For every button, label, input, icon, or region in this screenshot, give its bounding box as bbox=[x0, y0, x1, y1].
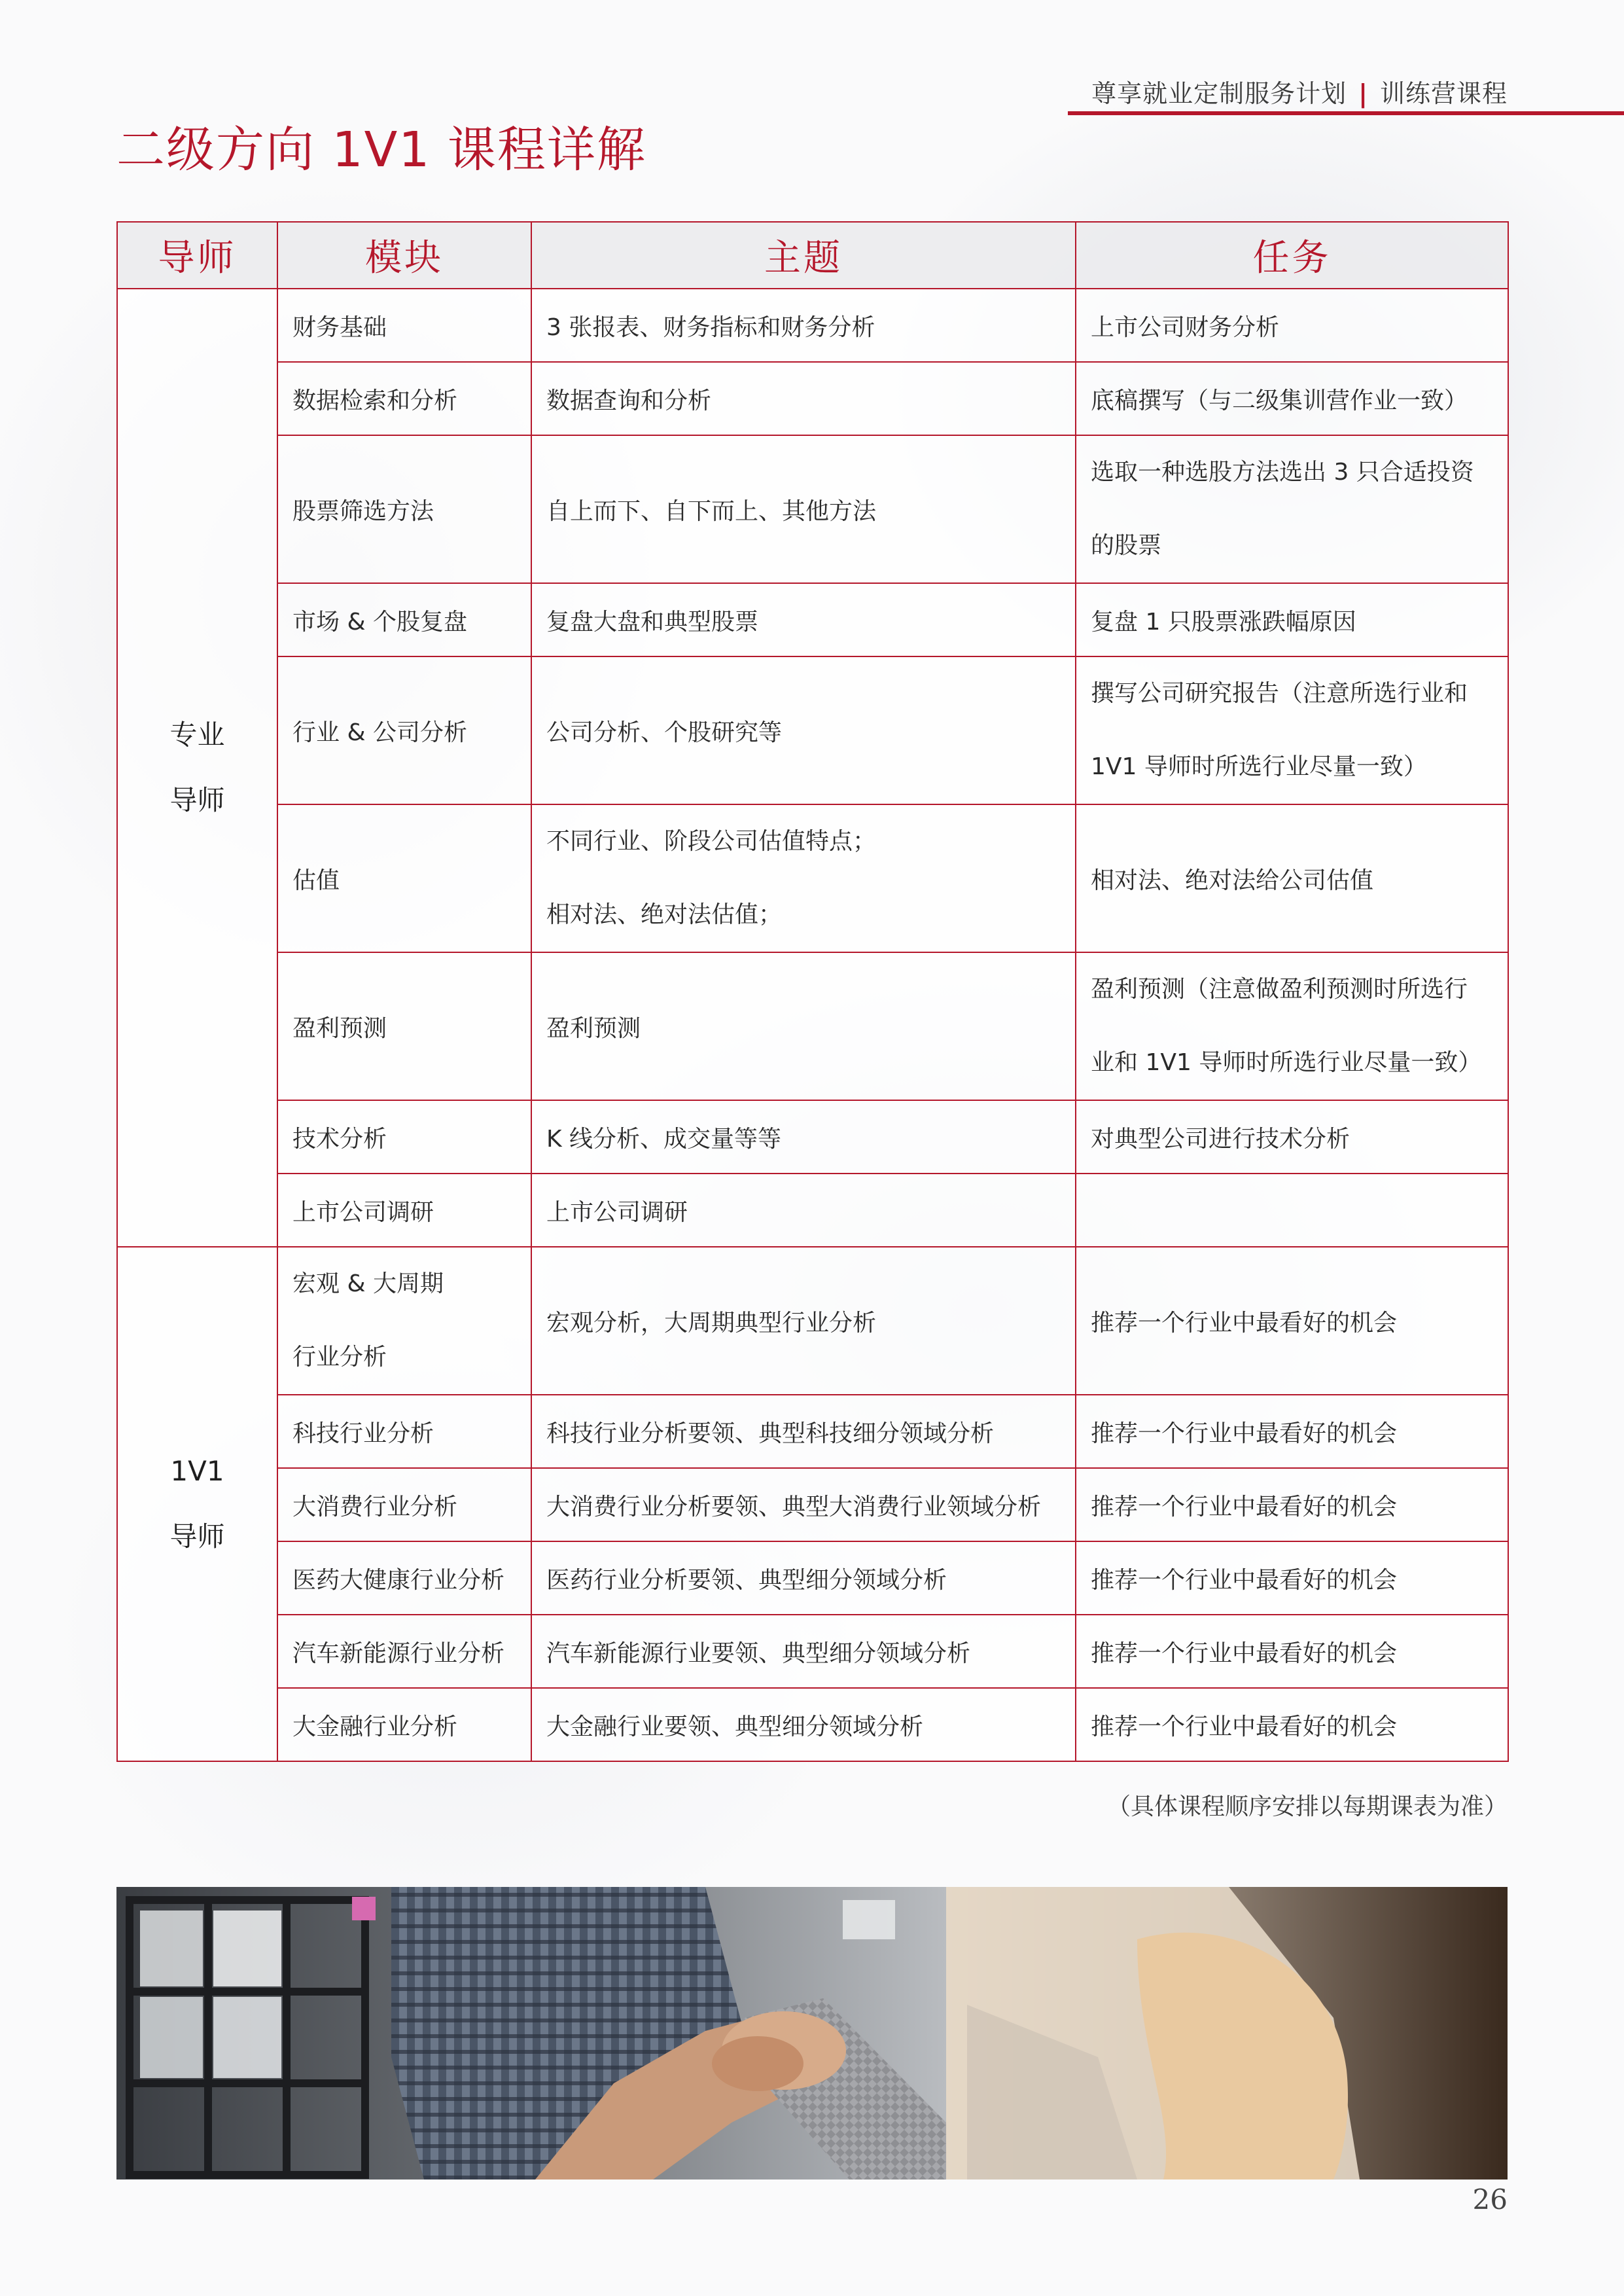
topic-text: 医药行业分析要领、典型细分领域分析 bbox=[546, 1566, 947, 1594]
handshake-photo bbox=[116, 1887, 1508, 2179]
module-cell bbox=[277, 952, 531, 1100]
module-text: 行业 & 公司分析 bbox=[292, 719, 467, 746]
task-text: 上市公司财务分析 bbox=[1091, 314, 1280, 341]
module-text: 技术分析 bbox=[292, 1125, 387, 1153]
task-cell bbox=[1076, 1615, 1508, 1688]
module-cell bbox=[277, 1615, 531, 1688]
running-header bbox=[1091, 73, 1508, 109]
topic-cell bbox=[531, 952, 1076, 1100]
topic-text: 科技行业分析要领、典型科技细分领域分析 bbox=[546, 1420, 995, 1447]
table-row bbox=[117, 435, 1508, 583]
module-cell bbox=[277, 1247, 531, 1395]
header-mentor: 导师 bbox=[117, 222, 277, 289]
task-cell bbox=[1076, 289, 1508, 362]
task-text: 盈利预测（注意做盈利预测时所选行 bbox=[1091, 976, 1468, 1003]
course-table-body bbox=[117, 289, 1508, 1761]
course-table bbox=[116, 221, 1509, 1762]
module-text: 大消费行业分析 bbox=[292, 1493, 458, 1520]
mentor-label: 导师 bbox=[169, 1520, 225, 1552]
task-cell bbox=[1076, 1247, 1508, 1395]
mentor-cell bbox=[117, 1247, 277, 1761]
topic-text: K 线分析、成交量等等 bbox=[546, 1125, 782, 1153]
task-text: 推荐一个行业中最看好的机会 bbox=[1091, 1420, 1398, 1447]
topic-text: 自上而下、自下而上、其他方法 bbox=[546, 497, 877, 525]
module-text: 数据检索和分析 bbox=[292, 387, 458, 414]
task-text: 推荐一个行业中最看好的机会 bbox=[1091, 1566, 1398, 1594]
topic-cell bbox=[531, 362, 1076, 435]
topic-cell bbox=[531, 1468, 1076, 1541]
page-number: 26 bbox=[1472, 2183, 1508, 2215]
module-text: 估值 bbox=[292, 867, 340, 894]
task-text: 的股票 bbox=[1091, 532, 1162, 559]
topic-text: 不同行业、阶段公司估值特点； bbox=[546, 828, 877, 855]
header-section-name: 训练营课程 bbox=[1379, 79, 1508, 108]
task-cell bbox=[1076, 583, 1508, 656]
module-cell bbox=[277, 435, 531, 583]
task-cell bbox=[1076, 362, 1508, 435]
table-row bbox=[117, 1395, 1508, 1468]
mentor-cell bbox=[117, 289, 277, 1247]
mentor-label: 导师 bbox=[169, 784, 225, 816]
table-row bbox=[117, 583, 1508, 656]
topic-cell bbox=[531, 583, 1076, 656]
topic-text: 相对法、绝对法估值； bbox=[546, 901, 783, 928]
task-text: 撰写公司研究报告（注意所选行业和 bbox=[1091, 680, 1468, 707]
module-text: 市场 & 个股复盘 bbox=[292, 608, 467, 636]
task-text: 推荐一个行业中最看好的机会 bbox=[1091, 1640, 1398, 1667]
task-cell bbox=[1076, 1468, 1508, 1541]
module-text: 上市公司调研 bbox=[292, 1198, 434, 1226]
task-text: 相对法、绝对法给公司估值 bbox=[1091, 867, 1374, 894]
module-text: 汽车新能源行业分析 bbox=[292, 1640, 505, 1667]
module-cell bbox=[277, 583, 531, 656]
header-program-name: 尊享就业定制服务计划 bbox=[1091, 79, 1347, 108]
task-text: 底稿撰写（与二级集训营作业一致） bbox=[1091, 387, 1468, 414]
module-cell bbox=[277, 1468, 531, 1541]
module-cell bbox=[277, 656, 531, 804]
task-cell bbox=[1076, 1100, 1508, 1174]
task-text: 1V1 导师时所选行业尽量一致） bbox=[1091, 753, 1427, 780]
module-text: 行业分析 bbox=[292, 1344, 387, 1371]
table-row bbox=[117, 289, 1508, 362]
handshake-photo-graphic bbox=[116, 1887, 1508, 2179]
header-separator: | bbox=[1358, 79, 1368, 108]
task-text: 选取一种选股方法选出 3 只合适投资 bbox=[1091, 459, 1474, 486]
topic-cell bbox=[531, 1100, 1076, 1174]
topic-text: 数据查询和分析 bbox=[546, 387, 712, 414]
table-row bbox=[117, 362, 1508, 435]
task-cell bbox=[1076, 1174, 1508, 1247]
task-cell bbox=[1076, 656, 1508, 804]
topic-cell bbox=[531, 435, 1076, 583]
task-cell bbox=[1076, 804, 1508, 952]
table-row bbox=[117, 656, 1508, 804]
footnote: （具体课程顺序安排以每期课表为准） bbox=[1106, 1793, 1508, 1820]
table-row bbox=[117, 1615, 1508, 1688]
task-cell bbox=[1076, 1395, 1508, 1468]
topic-cell bbox=[531, 1395, 1076, 1468]
mentor-label: 专业 bbox=[169, 719, 225, 751]
topic-text: 宏观分析，大周期典型行业分析 bbox=[546, 1309, 877, 1336]
task-text: 推荐一个行业中最看好的机会 bbox=[1091, 1309, 1398, 1336]
module-cell bbox=[277, 289, 531, 362]
task-text: 推荐一个行业中最看好的机会 bbox=[1091, 1713, 1398, 1740]
table-row bbox=[117, 1174, 1508, 1247]
topic-text: 大金融行业要领、典型细分领域分析 bbox=[546, 1713, 924, 1740]
task-text: 推荐一个行业中最看好的机会 bbox=[1091, 1493, 1398, 1520]
topic-text: 盈利预测 bbox=[546, 1014, 641, 1042]
table-row bbox=[117, 1247, 1508, 1395]
header-topic: 主题 bbox=[531, 222, 1076, 289]
table-row bbox=[117, 1541, 1508, 1615]
module-text: 股票筛选方法 bbox=[292, 497, 434, 525]
topic-text: 复盘大盘和典型股票 bbox=[546, 608, 759, 636]
table-row bbox=[117, 1688, 1508, 1761]
module-cell bbox=[277, 362, 531, 435]
page-title: 二级方向 1V1 课程详解 bbox=[116, 122, 646, 178]
task-cell bbox=[1076, 435, 1508, 583]
header-task: 任务 bbox=[1076, 222, 1508, 289]
module-cell bbox=[277, 1174, 531, 1247]
task-text: 对典型公司进行技术分析 bbox=[1091, 1125, 1350, 1153]
topic-text: 汽车新能源行业要领、典型细分领域分析 bbox=[546, 1640, 971, 1667]
topic-cell bbox=[531, 1247, 1076, 1395]
topic-cell bbox=[531, 289, 1076, 362]
task-cell bbox=[1076, 952, 1508, 1100]
topic-cell bbox=[531, 1541, 1076, 1615]
module-cell bbox=[277, 1395, 531, 1468]
module-cell bbox=[277, 804, 531, 952]
table-row bbox=[117, 1468, 1508, 1541]
module-text: 盈利预测 bbox=[292, 1014, 387, 1042]
task-text: 复盘 1 只股票涨跌幅原因 bbox=[1091, 608, 1356, 636]
topic-text: 公司分析、个股研究等 bbox=[546, 719, 783, 746]
topic-text: 上市公司调研 bbox=[546, 1198, 688, 1226]
module-text: 科技行业分析 bbox=[292, 1420, 434, 1447]
task-cell bbox=[1076, 1541, 1508, 1615]
module-text: 宏观 & 大周期 bbox=[292, 1270, 444, 1297]
topic-cell bbox=[531, 656, 1076, 804]
task-cell bbox=[1076, 1688, 1508, 1761]
module-text: 医药大健康行业分析 bbox=[292, 1566, 505, 1594]
mentor-label: 1V1 bbox=[170, 1455, 224, 1487]
header-rule bbox=[1068, 111, 1624, 115]
module-text: 财务基础 bbox=[292, 314, 387, 341]
topic-cell bbox=[531, 804, 1076, 952]
table-row bbox=[117, 804, 1508, 952]
module-cell bbox=[277, 1688, 531, 1761]
table-row bbox=[117, 952, 1508, 1100]
module-text: 大金融行业分析 bbox=[292, 1713, 458, 1740]
topic-text: 大消费行业分析要领、典型大消费行业领域分析 bbox=[546, 1493, 1042, 1520]
topic-cell bbox=[531, 1174, 1076, 1247]
topic-cell bbox=[531, 1688, 1076, 1761]
topic-cell bbox=[531, 1615, 1076, 1688]
table-header-row bbox=[117, 222, 1508, 289]
topic-text: 3 张报表、财务指标和财务分析 bbox=[546, 314, 875, 341]
table-row bbox=[117, 1100, 1508, 1174]
module-cell bbox=[277, 1541, 531, 1615]
header-module: 模块 bbox=[277, 222, 531, 289]
module-cell bbox=[277, 1100, 531, 1174]
task-text: 业和 1V1 导师时所选行业尽量一致） bbox=[1091, 1049, 1482, 1076]
